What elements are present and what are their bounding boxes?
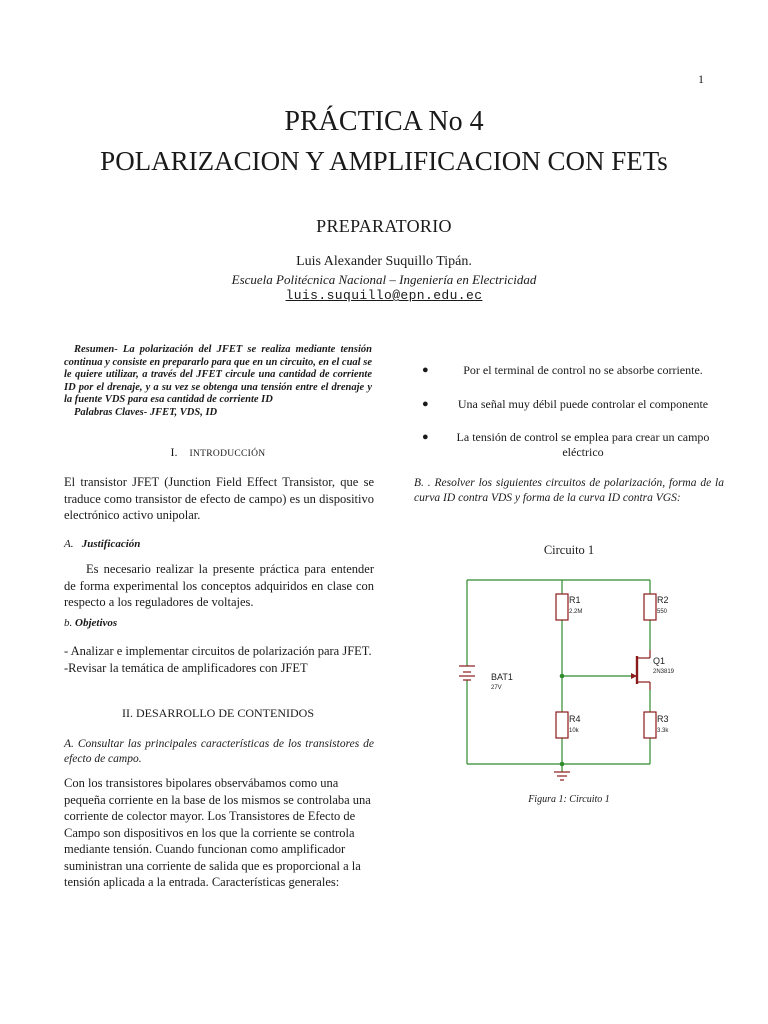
bullet-item [416, 430, 726, 460]
title-line-2: POLARIZACION Y AMPLIFICACION CON FETs [100, 146, 668, 176]
junction-dot [560, 674, 565, 679]
subsection-b-title: B. . Resolver los siguientes circuitos de polarización, forma de la curva ID contra VDS y forma de la curva ID contra VGS: [414, 477, 724, 504]
abstract-text: Resumen- La polarización del JFET se realiza mediante tensión continua y consiste en prepararlo para que en un circuito, en el cual se le quiere utilizar, a través del JFET circule una cantidad de corriente ID por el drenaje, y a su vez se obtenga una tensión entre el drenaje y la fuente VDS para esa cantidad de corriente ID [64, 344, 372, 406]
objetivos-heading [64, 617, 117, 629]
r3-value: 3.3k [657, 728, 669, 734]
r3-label: R3 [657, 714, 669, 724]
justificacion-title: Justificación [81, 538, 141, 550]
resistor-r3 [644, 712, 656, 738]
section-1-heading [64, 445, 372, 460]
resistor-r2 [644, 594, 656, 620]
q1-label: Q1 [653, 656, 666, 666]
objetivos-list [64, 643, 374, 676]
circuit-diagram [455, 572, 685, 790]
keywords: Palabras Claves- JFET, VDS, ID [74, 406, 218, 418]
junction-dot [560, 762, 565, 767]
title-line-3: PREPARATORIO [316, 216, 452, 236]
section-2-heading: II. DESARROLLO DE CONTENIDOS [122, 706, 314, 720]
circuit-heading: Circuito 1 [543, 543, 595, 557]
section-1-numeral: I. [170, 445, 178, 459]
bullet-icon: ● [422, 364, 429, 376]
bullet-text-3: La tensión de control se emplea para crear un campo eléctrico [456, 430, 710, 459]
justificacion-heading [64, 538, 140, 550]
bullet-item [416, 363, 726, 378]
section-1-title: INTRODUCCIÓN [189, 449, 266, 459]
r2-label: R2 [657, 595, 669, 605]
bullet-icon: ● [422, 431, 429, 443]
bullet-text-1: Por el terminal de control no se absorbe corriente. [463, 363, 703, 377]
justificacion-paragraph: Es necesario realizar la presente práctica para entender de forma experimental los conceptos adquiridos en clase con respecto a los reguladores de voltajes. [64, 562, 374, 609]
r2-value: 550 [657, 609, 668, 615]
section-1-paragraph: El transistor JFET (Junction Field Effect Transistor, que se traduce como transistor de efecto de campo) es un dispositivo electrónico activo unipolar. [64, 475, 374, 522]
r4-label: R4 [569, 714, 581, 724]
objetivo-item-2: -Revisar la temática de amplificadores con JFET [64, 660, 308, 675]
abstract [64, 344, 372, 420]
r4-value: 10k [569, 728, 579, 734]
subsection-a-paragraph: Con los transistores bipolares observábamos como una pequeña corriente en la base de los mismos se controlaba una corriente de colector mayor. Los Transistores de Efecto de Campo son dispositivos en los que la corriente se controla mediante tensión. Cuando funcionan como amplificador suministran una corriente de salida que es proporcional a la tensión aplicada a la entrada. Características generales: [64, 776, 371, 889]
bat-value: 27V [491, 685, 502, 691]
bullet-item [416, 397, 726, 412]
resistor-r4 [556, 712, 568, 738]
figure-caption: Figura 1: Circuito 1 [528, 794, 610, 805]
title-line-1: PRÁCTICA No 4 [284, 106, 484, 137]
justificacion-label: A. [64, 538, 74, 550]
author-email[interactable] [0, 288, 768, 303]
objetivos-label: b. [64, 617, 73, 629]
bullet-icon: ● [422, 398, 429, 410]
r1-value: 2.2M [569, 609, 583, 615]
author-name: Luis Alexander Suquillo Tipán. [296, 254, 472, 269]
bullet-text-2: Una señal muy débil puede controlar el componente [457, 397, 709, 411]
objetivos-title: Objetivos [75, 617, 118, 629]
objetivo-item-1: - Analizar e implementar circuitos de polarización para JFET. [64, 644, 372, 658]
r1-label: R1 [569, 595, 581, 605]
resistor-r1 [556, 594, 568, 620]
email-link[interactable]: luis.suquillo@epn.edu.ec [285, 288, 483, 303]
bat-label: BAT1 [491, 672, 513, 682]
subsection-a-title: A. Consultar las principales características de los transistores de efecto de campo. [64, 738, 374, 765]
author-affiliation: Escuela Politécnica Nacional – Ingeniería en Electricidad [231, 272, 537, 287]
page-number: 1 [698, 72, 704, 86]
q1-value: 2N3819 [653, 669, 675, 675]
